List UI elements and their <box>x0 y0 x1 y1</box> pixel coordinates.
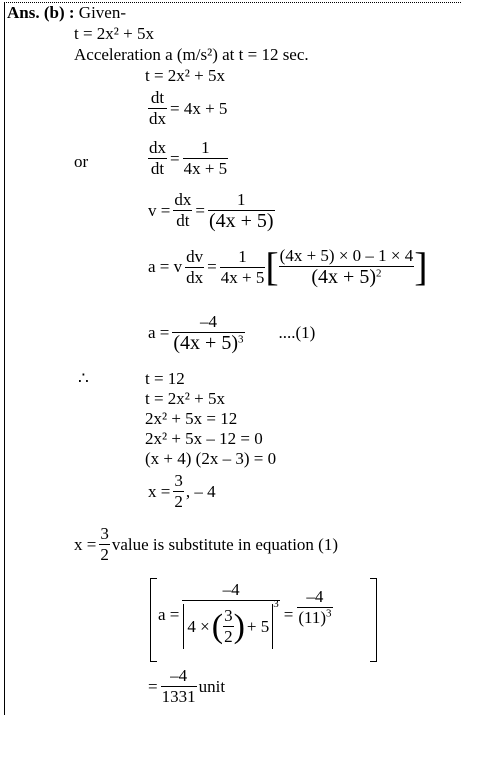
substitution-line <box>74 524 338 565</box>
a-lhs: a = <box>158 604 180 624</box>
answer-heading <box>7 3 126 23</box>
given-acceleration: Acceleration a (m/s²) at t = 12 sec. <box>74 45 309 64</box>
numerator-dx: dx <box>174 190 192 209</box>
inner-left-paren: ( <box>211 607 224 645</box>
quotient-denominator <box>279 267 415 288</box>
v-lhs: v = <box>148 200 171 220</box>
unit-label: unit <box>198 676 226 696</box>
fraction-dvdx <box>185 247 204 288</box>
right-bracket: ] <box>414 244 428 289</box>
a-lhs: a = v <box>148 257 183 276</box>
inner-numerator-3: 3 <box>224 606 233 625</box>
inner-plus-5: + 5 <box>246 616 270 636</box>
inner-4-times: 4 × <box>187 616 210 636</box>
or-word: or <box>74 152 89 171</box>
denominator-cubed <box>172 333 244 354</box>
x-lhs: x = <box>148 481 171 501</box>
substitution-bracket-right <box>370 578 377 662</box>
derivative-dtdx <box>148 88 227 129</box>
left-bracket: [ <box>265 244 279 289</box>
numerator-dx: dx <box>149 138 166 157</box>
fraction-final <box>161 666 197 707</box>
eleven-base: (11) <box>298 608 327 627</box>
substituted-expression <box>158 580 333 649</box>
denominator-2: 2 <box>174 492 183 511</box>
denominator-dt: dt <box>150 159 165 178</box>
equals-sign: = <box>207 257 217 276</box>
numerator-3: 3 <box>100 524 109 543</box>
numerator-dt: dt <box>148 88 167 109</box>
fraction-three-halves <box>173 471 184 512</box>
velocity-equation <box>148 190 275 231</box>
equation-label: ....(1) <box>278 323 316 342</box>
fraction-dtdx <box>148 88 167 129</box>
denominator-1331: 1331 <box>161 687 196 706</box>
equation-quadratic: 2x² + 5x = 12 <box>145 409 238 428</box>
fraction-eleven-cubed <box>297 587 332 628</box>
final-result <box>148 666 225 707</box>
numerator-3: 3 <box>174 471 183 490</box>
numerator-one: 1 <box>208 190 275 211</box>
exponent-3: 3 <box>238 333 244 346</box>
fraction-v-rhs <box>208 190 275 231</box>
substitution-bracket-left <box>150 578 157 662</box>
numerator-neg4: –4 <box>297 587 332 608</box>
substitute-text: value is substitute in equation (1) <box>111 534 338 554</box>
fraction-substituted <box>182 580 279 649</box>
denominator-paren: (4x + 5) <box>208 210 274 232</box>
exponent-3: 3 <box>326 607 332 620</box>
acceleration-result <box>148 312 315 354</box>
equals-sign: = <box>148 676 158 696</box>
inner-right-paren: ) <box>233 607 245 645</box>
acceleration-equation <box>148 246 428 288</box>
second-root: , – 4 <box>185 481 216 501</box>
fraction-dxdt <box>148 138 167 179</box>
equation-factored: (x + 4) (2x – 3) = 0 <box>145 449 277 468</box>
equals-sign: = <box>170 148 180 168</box>
nested-denominator: 4 × ( $\frac{3}{2}$ ) + 5 3 <box>182 601 279 649</box>
nested-bracket <box>183 604 273 649</box>
derivative-dxdt <box>148 138 228 179</box>
denominator-4x5: 4x + 5 <box>220 267 265 287</box>
given-equation: t = 2x² + 5x <box>74 24 154 43</box>
numerator-dv: dv <box>186 246 204 266</box>
fraction-neg4 <box>172 312 244 354</box>
t-equals-12: t = 12 <box>145 369 185 388</box>
numerator-neg4: –4 <box>172 312 244 333</box>
denominator-dx: dx <box>186 267 204 287</box>
denominator-dt: dt <box>176 211 190 230</box>
a-lhs: a = <box>148 323 170 342</box>
exponent-2: 2 <box>376 267 382 280</box>
x-lhs: x = <box>74 534 97 554</box>
rhs-4x5: = 4x + 5 <box>170 98 228 118</box>
numerator-one: 1 <box>220 247 266 268</box>
inner-fraction <box>223 606 234 647</box>
fraction-one-over <box>183 138 229 179</box>
denominator-eleven <box>297 608 332 628</box>
quotient-numerator: (4x + 5) × 0 – 1 × 4 <box>279 246 414 265</box>
given-label: Given- <box>78 3 127 22</box>
denominator-base: (4x + 5) <box>173 332 238 354</box>
denominator-2: 2 <box>100 545 109 564</box>
equation-t: t = 2x² + 5x <box>145 66 225 85</box>
equals-sign: = <box>195 200 205 220</box>
numerator-one: 1 <box>183 138 229 159</box>
inner-denominator-2: 2 <box>224 627 233 646</box>
fraction-one-over-4x5 <box>220 247 266 288</box>
numerator-neg4: –4 <box>182 580 279 601</box>
fraction-three-halves <box>99 524 110 565</box>
quotient-den-base: (4x + 5) <box>311 266 376 288</box>
equation-t-repeat: t = 2x² + 5x <box>145 389 225 408</box>
numerator-neg4: –4 <box>161 666 197 687</box>
fraction-v-dxdt <box>173 190 192 231</box>
equation-quadratic-zero: 2x² + 5x – 12 = 0 <box>145 429 263 448</box>
therefore-symbol: ∴ <box>78 369 89 388</box>
denominator-4x5: 4x + 5 <box>183 159 228 178</box>
fraction-quotient-rule <box>279 246 415 288</box>
answer-label: Ans. (b) : <box>7 3 75 22</box>
roots-equation <box>148 471 216 512</box>
equals-sign: = <box>283 604 294 624</box>
denominator-dx: dx <box>149 109 166 128</box>
